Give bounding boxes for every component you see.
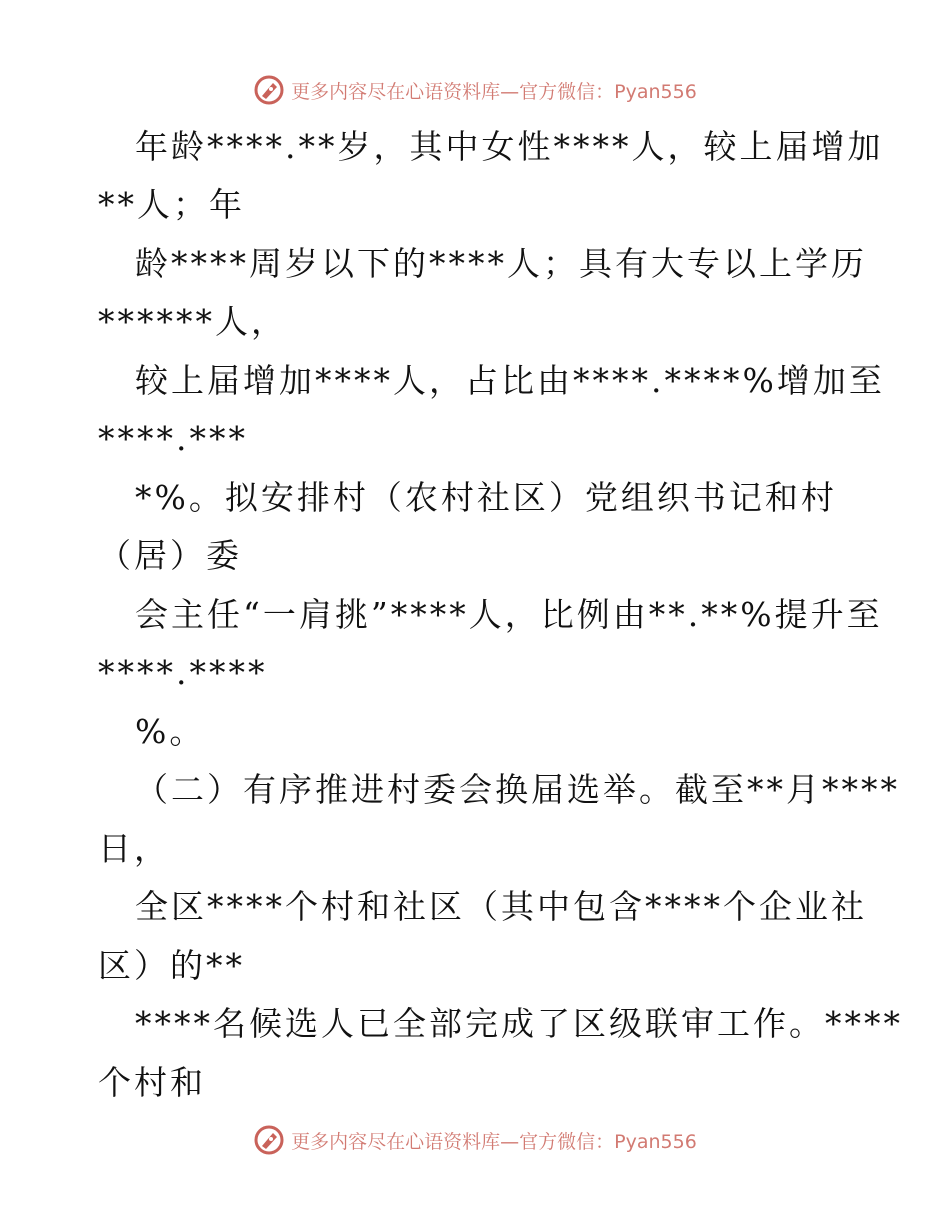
text-line: *%。拟安排村（农村社区）党组织书记和村 [135,478,837,517]
text-line: 全区****个村和社区（其中包含****个企业社 [135,887,867,926]
text-line: 年龄****.**岁，其中女性****人，较上届增加 [135,127,884,166]
pen-nib-logo-icon [253,74,285,106]
footer-watermark-banner [0,1120,950,1160]
text-line: ****.**** [98,653,268,692]
text-line: 个村和 [98,1063,206,1102]
section-heading-line: （二）有序推进村委会换届选举。截至**月**** [135,770,900,809]
header-watermark-banner [0,70,950,110]
watermark-text: 更多内容尽在心语资料库—官方微信：Pyan556 [291,80,697,103]
text-line: 会主任“一肩挑”****人，比例由**.**%提升至 [135,595,883,634]
watermark-text: 更多内容尽在心语资料库—官方微信：Pyan556 [291,1130,697,1153]
text-line: 龄****周岁以下的****人；具有大专以上学历 [135,244,867,283]
text-line: 区）的** [98,946,245,985]
text-line: ******人， [98,302,287,341]
text-line: **人；年 [98,185,245,224]
text-line: 较上届增加****人，占比由****.****%增加至 [135,361,885,400]
text-line: （居）委 [98,536,242,575]
text-line: 日， [98,829,170,868]
pen-nib-logo-icon [253,1124,285,1156]
text-line: ****.*** [98,419,248,458]
text-line: %。 [135,712,206,751]
text-line: ****名候选人已全部完成了区级联审工作。**** [135,1004,903,1043]
